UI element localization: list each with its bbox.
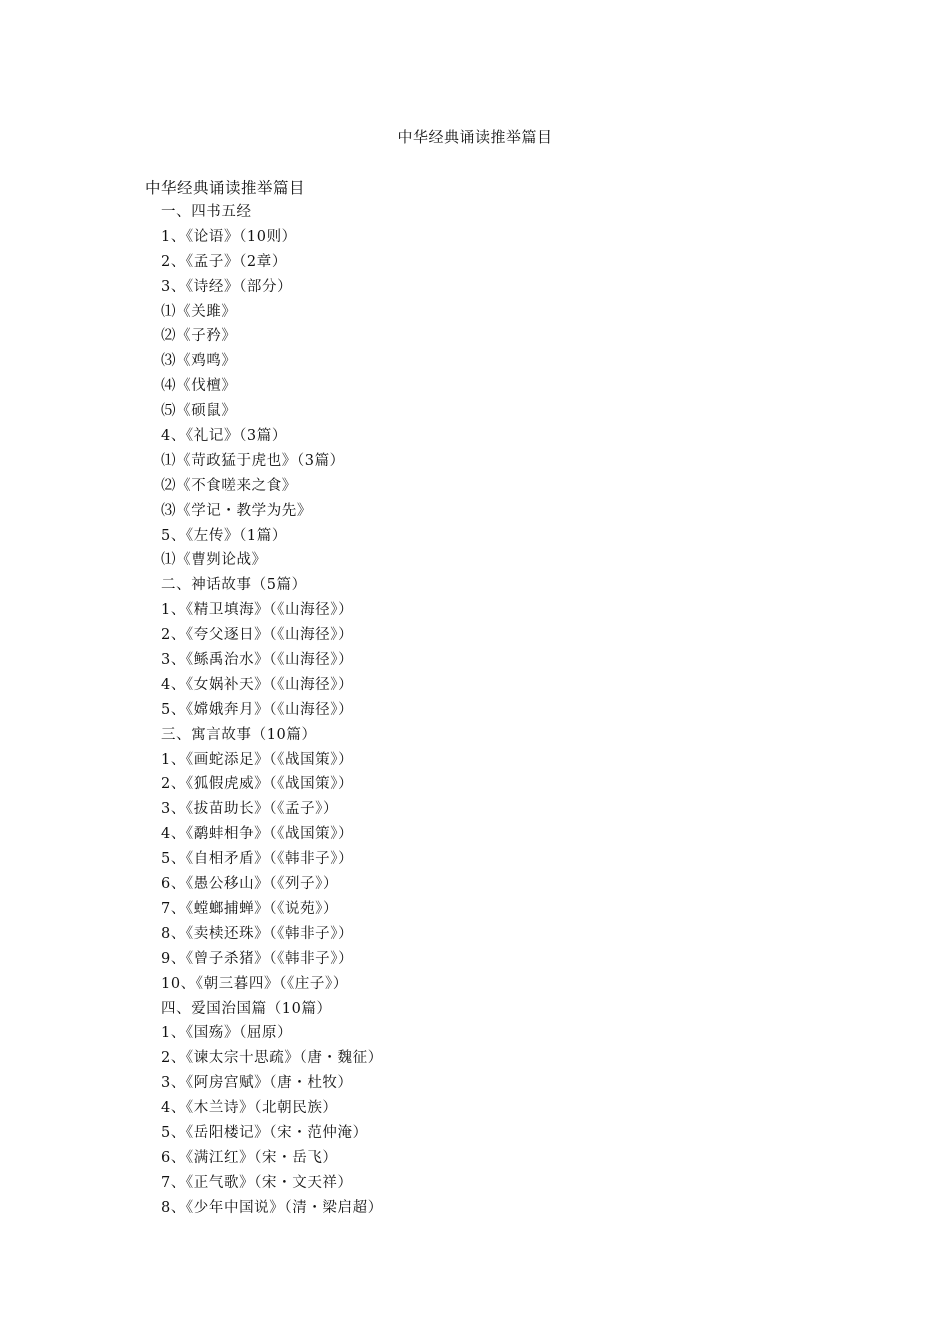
list-item: 1、《论语》（10则） (161, 228, 297, 245)
list-item: 3、《鲧禹治水》（《山海径》） (161, 652, 354, 669)
section-heading-fables: 三、寓言故事（10篇） (161, 726, 317, 743)
list-item: 4、《礼记》（3篇） (161, 428, 287, 445)
sub-list-item: ⑵《不食嗟来之食》 (161, 477, 297, 494)
document-heading: 中华经典诵读推举篇目 (145, 179, 306, 197)
list-item: 5、《左传》（1篇） (161, 527, 287, 544)
sub-list-item: ⑵《子矜》 (161, 328, 237, 345)
list-item: 6、《愚公移山》（《列子》） (161, 876, 339, 893)
list-item: 9、《曾子杀猪》（《韩非子》） (161, 950, 354, 967)
section-heading-patriotic: 四、爱国治国篇（10篇） (161, 1000, 332, 1017)
sub-list-item: ⑶《学记・教学为先》 (161, 502, 312, 519)
sub-list-item: ⑴《关雎》 (161, 303, 237, 320)
sub-list-item: ⑸《硕鼠》 (161, 403, 237, 420)
list-item: 4、《鹬蚌相争》（《战国策》） (161, 826, 354, 843)
list-item: 5、《嫦娥奔月》（《山海径》） (161, 701, 354, 718)
page-title: 中华经典诵读推举篇目 (397, 128, 553, 146)
list-item: 1、《精卫填海》（《山海径》） (161, 602, 354, 619)
sub-list-item: ⑶《鸡鸣》 (161, 353, 237, 370)
section-heading-myths: 二、神话故事（5篇） (161, 577, 307, 594)
list-item: 5、《自相矛盾》（《韩非子》） (161, 851, 354, 868)
list-item: 2、《孟子》（2章） (161, 253, 287, 270)
list-item: 7、《螳螂捕蝉》（《说苑》） (161, 900, 339, 917)
list-item: 4、《木兰诗》（北朝民族） (161, 1100, 338, 1117)
section-heading-classics: 一、四书五经 (161, 204, 252, 220)
list-item: 1、《画蛇添足》（《战国策》） (161, 751, 354, 768)
list-item: 2、《狐假虎威》（《战国策》） (161, 776, 354, 793)
list-item: 7、《正气歌》（宋・文天祥） (161, 1174, 353, 1191)
list-item: 6、《满江红》（宋・岳飞） (161, 1149, 338, 1166)
list-item: 3、《阿房宫赋》（唐・杜牧） (161, 1075, 353, 1092)
list-item: 10、《朝三暮四》（《庄子》） (161, 975, 348, 992)
list-item: 8、《少年中国说》（清・梁启超） (161, 1199, 383, 1216)
list-item: 2、《谏太宗十思疏》（唐・魏征） (161, 1050, 383, 1067)
list-item: 8、《卖椟还珠》（《韩非子》） (161, 925, 354, 942)
sub-list-item: ⑷《伐檀》 (161, 378, 237, 395)
list-item: 3、《拔苗助长》（《孟子》） (161, 801, 339, 818)
list-item: 5、《岳阳楼记》（宋・范仲淹） (161, 1124, 368, 1141)
sub-list-item: ⑴《曹刿论战》 (161, 552, 267, 569)
document-body (145, 176, 845, 1221)
list-item: 2、《夸父逐日》（《山海径》） (161, 627, 354, 644)
sub-list-item: ⑴《苛政猛于虎也》（3篇） (161, 452, 345, 469)
list-item: 4、《女娲补天》（《山海径》） (161, 676, 354, 693)
list-item: 1、《国殇》（屈原） (161, 1025, 293, 1042)
list-item: 3、《诗经》（部分） (161, 278, 293, 295)
